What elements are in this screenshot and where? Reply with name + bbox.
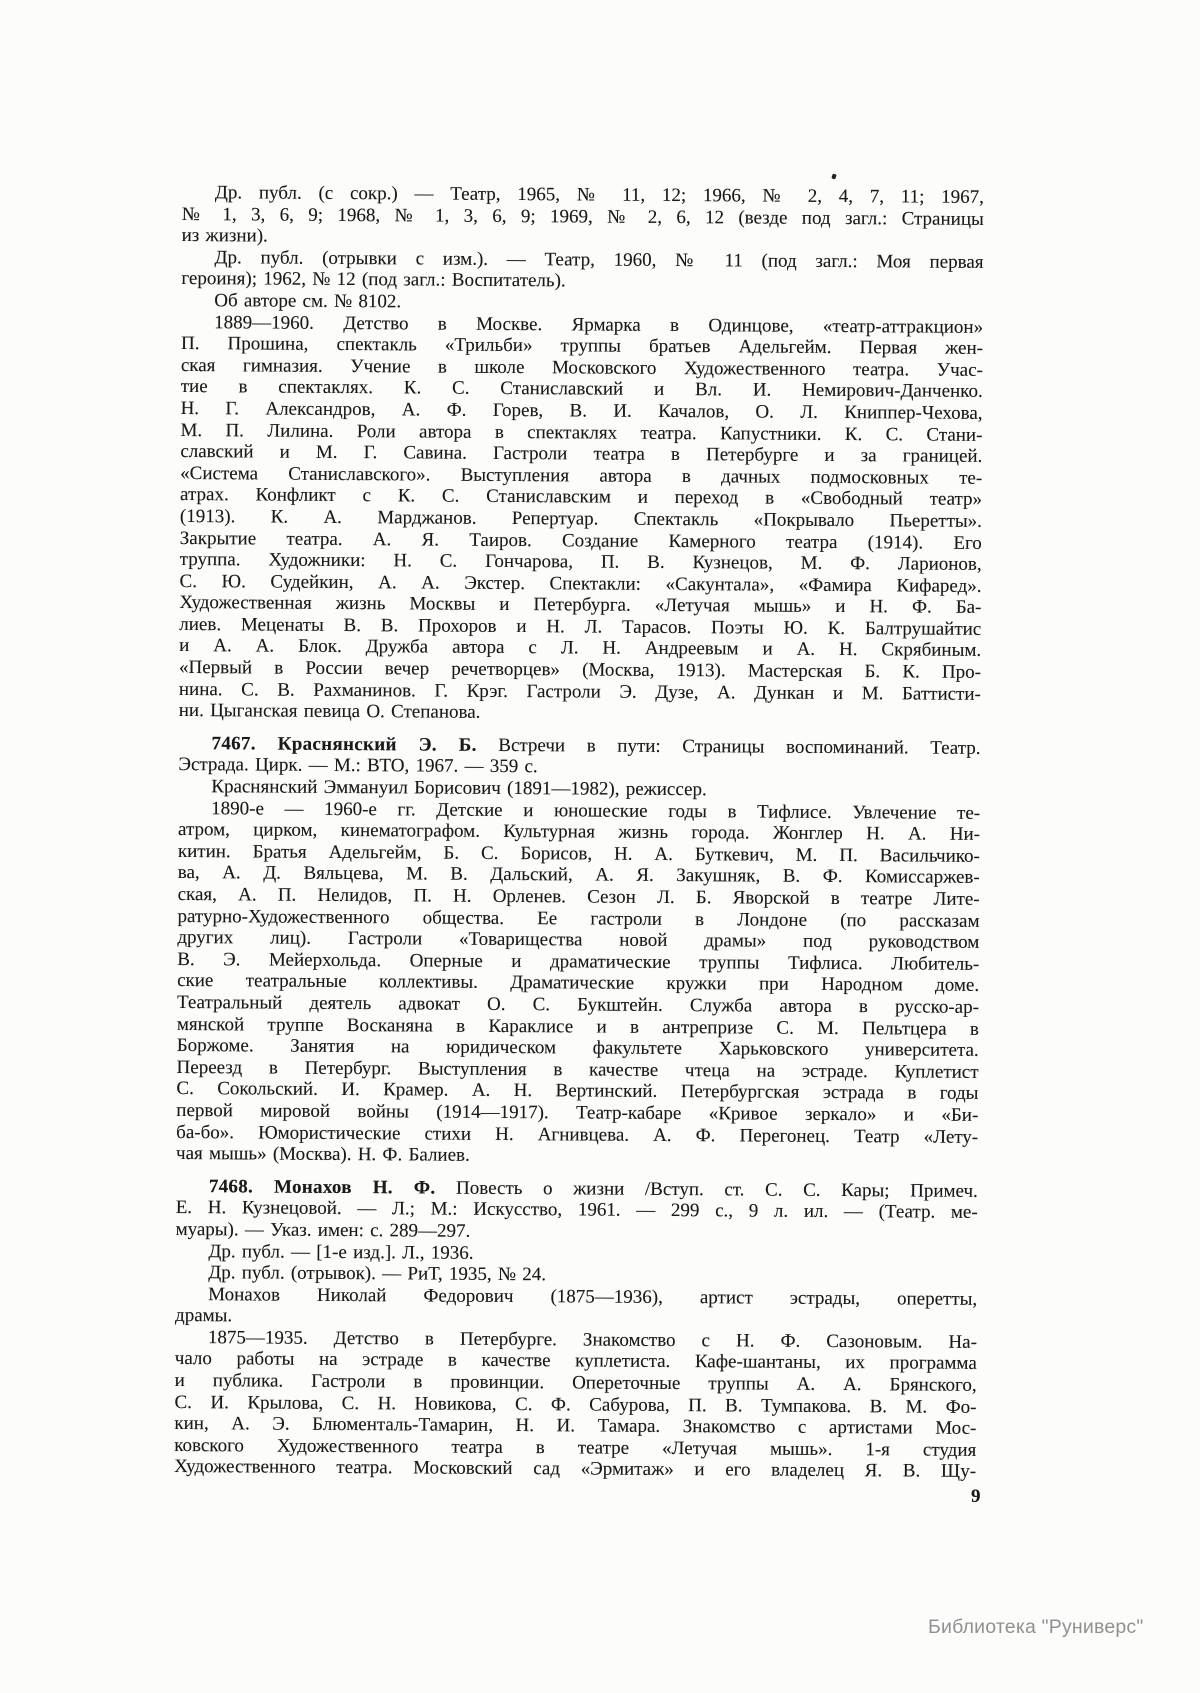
library-watermark: Библиотека "Руниверс" xyxy=(928,1616,1144,1638)
text-line: С. Сокольский. И. Крамер. А. Н. Вертинский. Петербургская эстрада в годы xyxy=(176,1078,979,1105)
text-line: «Первый в России вечер речетворцев» (Москва, 1913). Мастерская Б. К. Про- xyxy=(178,657,982,683)
text-line: Закрытие театра. А. Я. Таиров. Создание Камерного театра (1914). Его xyxy=(179,527,982,554)
text-line: Монахов Николай Федорович (1875—1936), артист эстрады, оперетты, xyxy=(208,1283,978,1310)
text-line: кин, А. Э. Блюменталь-Тамарин, Н. И. Тамара. Знакомство с артистами Мос- xyxy=(174,1413,977,1440)
text-line: тие в спектаклях. К. С. Станиславский и Вл. И. Немирович-Данченко. xyxy=(180,376,983,403)
text-line: С. Ю. Судейкин, А. А. Экстер. Спектакли: «Сакунтала», «Фамира Кифаред». xyxy=(179,570,982,597)
text-line: ва, А. Д. Вяльцева, М. В. Дальский, А. Я. Закушняк, В. Ф. Комиссаржев- xyxy=(177,862,980,889)
text-line: ская гимназия. Учение в школе Московского Художественного театра. Учас- xyxy=(180,354,983,381)
scan-artifact-speck xyxy=(831,174,836,180)
text-line: из жизни). xyxy=(181,225,268,247)
text-line: 1890-е — 1960-е гг. Детские и юношеские годы в Тифлисе. Увлечение те- xyxy=(211,797,981,824)
text-line: героиня); 1962, № 12 (под загл.: Воспитатель). xyxy=(181,268,566,292)
text-line: ни. Цыганская певица О. Степанова. xyxy=(178,700,481,724)
text-line: Переезд в Петербург. Выступления в качестве чтеца на эстраде. Куплетист xyxy=(176,1056,979,1083)
text-line: мянской труппе Восканяна в Караклисе и в антрепризе С. М. Пельтцера в xyxy=(176,1013,979,1040)
text-line: М. П. Лилина. Роли автора в спектаклях театра. Капустники. К. С. Стани- xyxy=(180,419,983,446)
para-annotation-7466 xyxy=(179,312,983,727)
para-other-publications-excerpts xyxy=(181,247,983,295)
text-line: Краснянский Эммануил Борисович (1891—1982), режиссер. xyxy=(211,776,707,801)
text-line: Об авторе см. № 8102. xyxy=(214,290,402,313)
entry-heading: 7468. Монахов Н. Ф. xyxy=(208,1175,436,1199)
para-annotation-7467 xyxy=(176,798,980,1170)
text-line: ба-бо». Юмористические стихи Н. Агнивцева. А. Ф. Перегонец. Театр «Лету- xyxy=(176,1121,979,1148)
text-line: чало работы на эстраде в качестве куплетиста. Кафе-шантаны, их программа xyxy=(174,1348,977,1375)
text-line: Театральный деятель адвокат О. С. Букштейн. Служба автора в русско-ар- xyxy=(176,991,980,1018)
text-line: № 1, 3, 6, 9; 1968, № 1, 3, 6, 9; 1969, № 2, 6, 12 (везде под загл.: Страницы xyxy=(181,203,984,230)
text-line: ские театральные коллективы. Драматические кружки при Народном доме. xyxy=(177,970,980,997)
text-line: Боржоме. Занятия на юридическом факультете Харьковского университета. xyxy=(176,1035,979,1062)
text-line: П. Прошина, спектакль «Трильби» труппы братьев Адельгейм. Первая жен- xyxy=(180,333,984,360)
entry-7468-citation xyxy=(176,1176,978,1246)
text-line: ратурно-Художественного общества. Ее гастроли в Лондоне (по рассказам xyxy=(177,905,980,932)
text-line: ковского Художественного театра в театре «Летучая мышь». 1-я студия xyxy=(174,1434,977,1461)
text-line: чая мышь» (Москва). Н. Ф. Балиев. xyxy=(176,1143,470,1166)
text-line: «Система Станиславского». Выступления автора в дачных подмосковных те- xyxy=(180,462,983,489)
text-line: Др. публ. — [1-е изд.]. Л., 1936. xyxy=(208,1240,474,1264)
para-monakhov-bio xyxy=(175,1284,977,1332)
text-line: 1889—1960. Детство в Москве. Ярмарка в Одинцове, «театр-аттракцион» xyxy=(214,311,984,338)
text-line: китин. Братья Адельгейм, Б. С. Борисов, Н. А. Буткевич, М. П. Васильчико- xyxy=(177,840,980,867)
bibliography-text-block xyxy=(174,182,984,1483)
text-line: драмы. xyxy=(175,1305,233,1327)
text-line: 7467. Краснянский Э. Б. Встречи в пути: Страницы воспоминаний. Театр. xyxy=(211,733,981,759)
entry-heading: 7467. Краснянский Э. Б. xyxy=(211,733,477,756)
text-line: Др. публ. (отрывок). — РиТ, 1935, № 24. xyxy=(208,1262,547,1286)
para-other-publications-abridged xyxy=(182,182,984,252)
text-line: первой мировой войны (1914—1917). Театр-кабаре «Кривое зеркало» и «Би- xyxy=(176,1099,979,1126)
text-line: Др. публ. (отрывки с изм.). — Театр, 1960, № 11 (под загл.: Моя первая xyxy=(214,246,984,273)
text-line: труппа. Художники: Н. С. Гончарова, П. В. Кузнецов, М. Ф. Ларионов, xyxy=(179,549,982,575)
text-line: лиев. Меценаты В. В. Прохоров и Н. Л. Тарасов. Поэты Ю. К. Балтрушайтис xyxy=(179,613,982,640)
text-line: 1875—1935. Детство в Петербурге. Знакомство с Н. Ф. Сазоновым. На- xyxy=(207,1327,977,1353)
text-line: Др. публ. (с сокр.) — Театр, 1965, № 11, 12; 1966, № 2, 4, 7, 11; 1967, xyxy=(214,182,984,208)
page-number: 9 xyxy=(971,1486,981,1507)
text-line: 7468. Монахов Н. Ф. Повесть о жизни /Вступ. ст. С. С. Кары; Примеч. xyxy=(208,1175,978,1202)
text-line: муары). — Указ. имен: с. 289—297. xyxy=(175,1218,471,1242)
entry-7467-citation xyxy=(178,733,980,781)
text-line: атром, цирком, кинематографом. Культурная жизнь города. Жонглер Н. А. Ни- xyxy=(177,819,981,846)
text-line: нина. С. В. Рахманинов. Г. Крэг. Гастроли Э. Дузе, А. Дункан и М. Баттисти- xyxy=(178,678,981,705)
text-line: и публика. Гастроли в провинции. Опереточные труппы А. А. Брянского, xyxy=(174,1370,977,1396)
text-line: В. Э. Мейерхольда. Оперные и драматические труппы Тифлиса. Любитель- xyxy=(177,948,980,975)
text-line: Е. Н. Кузнецовой. — Л.; М.: Искусство, 1961. — 299 с., 9 л. ил. — (Театр. ме- xyxy=(175,1197,978,1224)
text-line: других лиц). Гастроли «Товарищества новой драмы» под руководством xyxy=(177,927,980,954)
text-line: и А. А. Блок. Дружба автора с Л. Н. Андреевым и А. Н. Скрябиным. xyxy=(179,635,982,662)
text-line: Художественного театра. Московский сад «Эрмитаж» и его владелец Я. В. Щу- xyxy=(174,1456,977,1483)
text-line: Эстрада. Цирк. — М.: ВТО, 1967. — 359 с. xyxy=(178,754,538,778)
text-line: ская, А. П. Нелидов, П. Н. Орленев. Сезон Л. Б. Яворской в театре Лите- xyxy=(177,883,980,910)
text-line: С. И. Крылова, С. Н. Новикова, С. Ф. Сабурова, П. В. Тумпакова. В. М. Фо- xyxy=(174,1391,977,1418)
text-line: атрах. Конфликт с К. С. Станиславским и переход в «Свободный театр» xyxy=(180,484,983,511)
text-line: Н. Г. Александров, А. Ф. Горев, В. И. Качалов, О. Л. Книппер-Чехова, xyxy=(180,397,983,424)
text-line: (1913). К. А. Марджанов. Репертуар. Спектакль «Покрывало Пьеретты». xyxy=(179,505,983,532)
para-annotation-7468 xyxy=(174,1327,977,1483)
text-line: Художественная жизнь Москвы и Петербурга. «Летучая мышь» и Н. Ф. Ба- xyxy=(179,592,982,619)
text-line: славский и М. Г. Савина. Гастроли театра в Петербурге и за границей. xyxy=(180,441,983,468)
